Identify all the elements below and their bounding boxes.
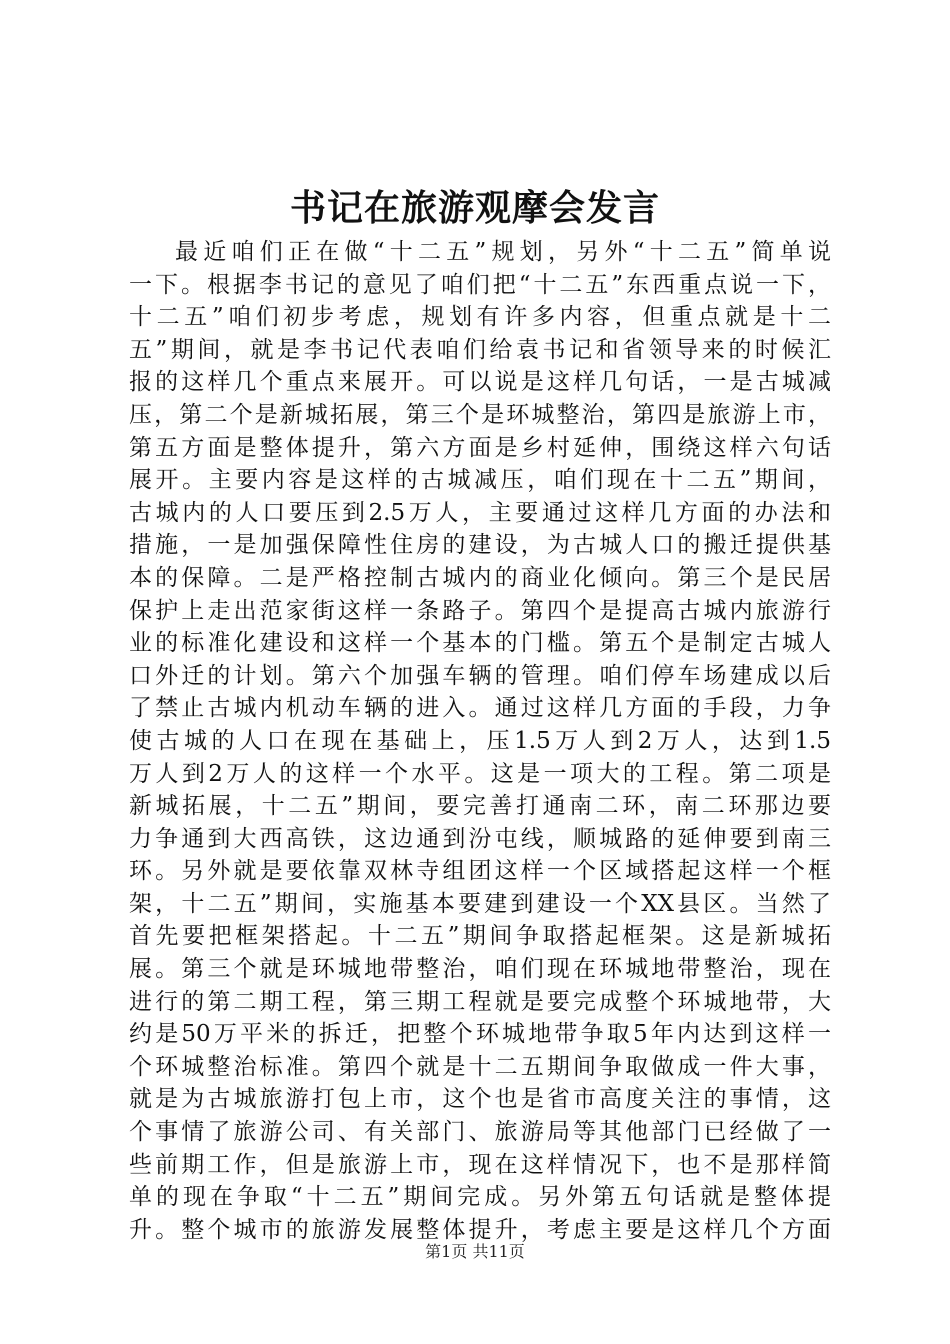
body-text-line: 使古城的人口在现在基础上，压1.5万人到2万人，达到1.5 [129, 727, 831, 754]
body-text-line: 力争通到大西高铁，这边通到汾屯线，顺城路的延伸要到南三 [129, 825, 831, 852]
document-body [129, 236, 831, 1246]
body-text-line: 一下。根据李书记的意见了咱们把“十二五”东西重点说一下， [129, 271, 831, 298]
body-text-line: 古城内的人口要压到2.5万人，主要通过这样几方面的办法和 [129, 499, 831, 526]
body-text-line: 口外迁的计划。第六个加强车辆的管理。咱们停车场建成以后 [129, 662, 831, 689]
body-text-line: 十二五”咱们初步考虑，规划有许多内容，但重点就是十二 [129, 304, 831, 331]
body-text-line: 业的标准化建设和这样一个基本的门槛。第五个是制定古城人 [129, 630, 831, 657]
body-text-line: 个事情了旅游公司、有关部门、旅游局等其他部门已经做了一 [129, 1119, 831, 1146]
body-text-line: 首先要把框架搭起。十二五”期间争取搭起框架。这是新城拓 [129, 923, 831, 950]
body-text-line: 单的现在争取“十二五”期间完成。另外第五句话就是整体提 [129, 1184, 831, 1211]
body-text-line: 升。整个城市的旅游发展整体提升，考虑主要是这样几个方面 [129, 1216, 831, 1243]
body-text-line: 五”期间，就是李书记代表咱们给袁书记和省领导来的时候汇 [129, 336, 831, 363]
body-text-line: 展开。主要内容是这样的古城减压，咱们现在十二五”期间， [129, 467, 831, 494]
body-text-line: 第五方面是整体提升，第六方面是乡村延伸，围绕这样六句话 [129, 434, 831, 461]
body-text-line: 就是为古城旅游打包上市，这个也是省市高度关注的事情，这 [129, 1086, 831, 1113]
document-title: 书记在旅游观摩会发言 [289, 187, 660, 229]
body-text-line: 进行的第二期工程，第三期工程就是要完成整个环城地带，大 [129, 988, 831, 1015]
body-text-line: 万人到2万人的这样一个水平。这是一项大的工程。第二项是 [129, 760, 831, 787]
body-text-line: 最近咱们正在做“十二五”规划，另外“十二五”简单说 [175, 239, 831, 265]
body-text-line: 展。第三个就是环城地带整治，咱们现在环城地带整治，现在 [129, 956, 831, 983]
body-text-line: 架，十二五”期间，实施基本要建到建设一个XX县区。当然了 [129, 890, 831, 917]
body-text-line: 新城拓展，十二五”期间，要完善打通南二环，南二环那边要 [129, 793, 831, 820]
body-text-line: 保护上走出范家街这样一条路子。第四个是提高古城内旅游行 [129, 597, 831, 624]
page-number-footer: 第1页 共11页 [425, 1242, 525, 1261]
body-text-line: 本的保障。二是严格控制古城内的商业化倾向。第三个是民居 [129, 564, 831, 591]
body-text-line: 了禁止古城内机动车辆的进入。通过这样几方面的手段，力争 [129, 695, 831, 722]
body-text-line: 措施，一是加强保障性住房的建设，为古城人口的搬迁提供基 [129, 532, 831, 559]
body-text-line: 约是50万平米的拆迁，把整个环城地带争取5年内达到这样一 [129, 1021, 831, 1048]
body-text-line: 报的这样几个重点来展开。可以说是这样几句话，一是古城减 [129, 369, 831, 396]
body-text-line: 些前期工作，但是旅游上市，现在这样情况下，也不是那样简 [129, 1151, 831, 1178]
body-text-line: 个环城整治标准。第四个就是十二五期间争取做成一件大事， [129, 1053, 831, 1080]
body-text-line: 环。另外就是要依靠双林寺组团这样一个区域搭起这样一个框 [129, 858, 831, 885]
body-text-line: 压，第二个是新城拓展，第三个是环城整治，第四是旅游上市， [129, 401, 831, 428]
